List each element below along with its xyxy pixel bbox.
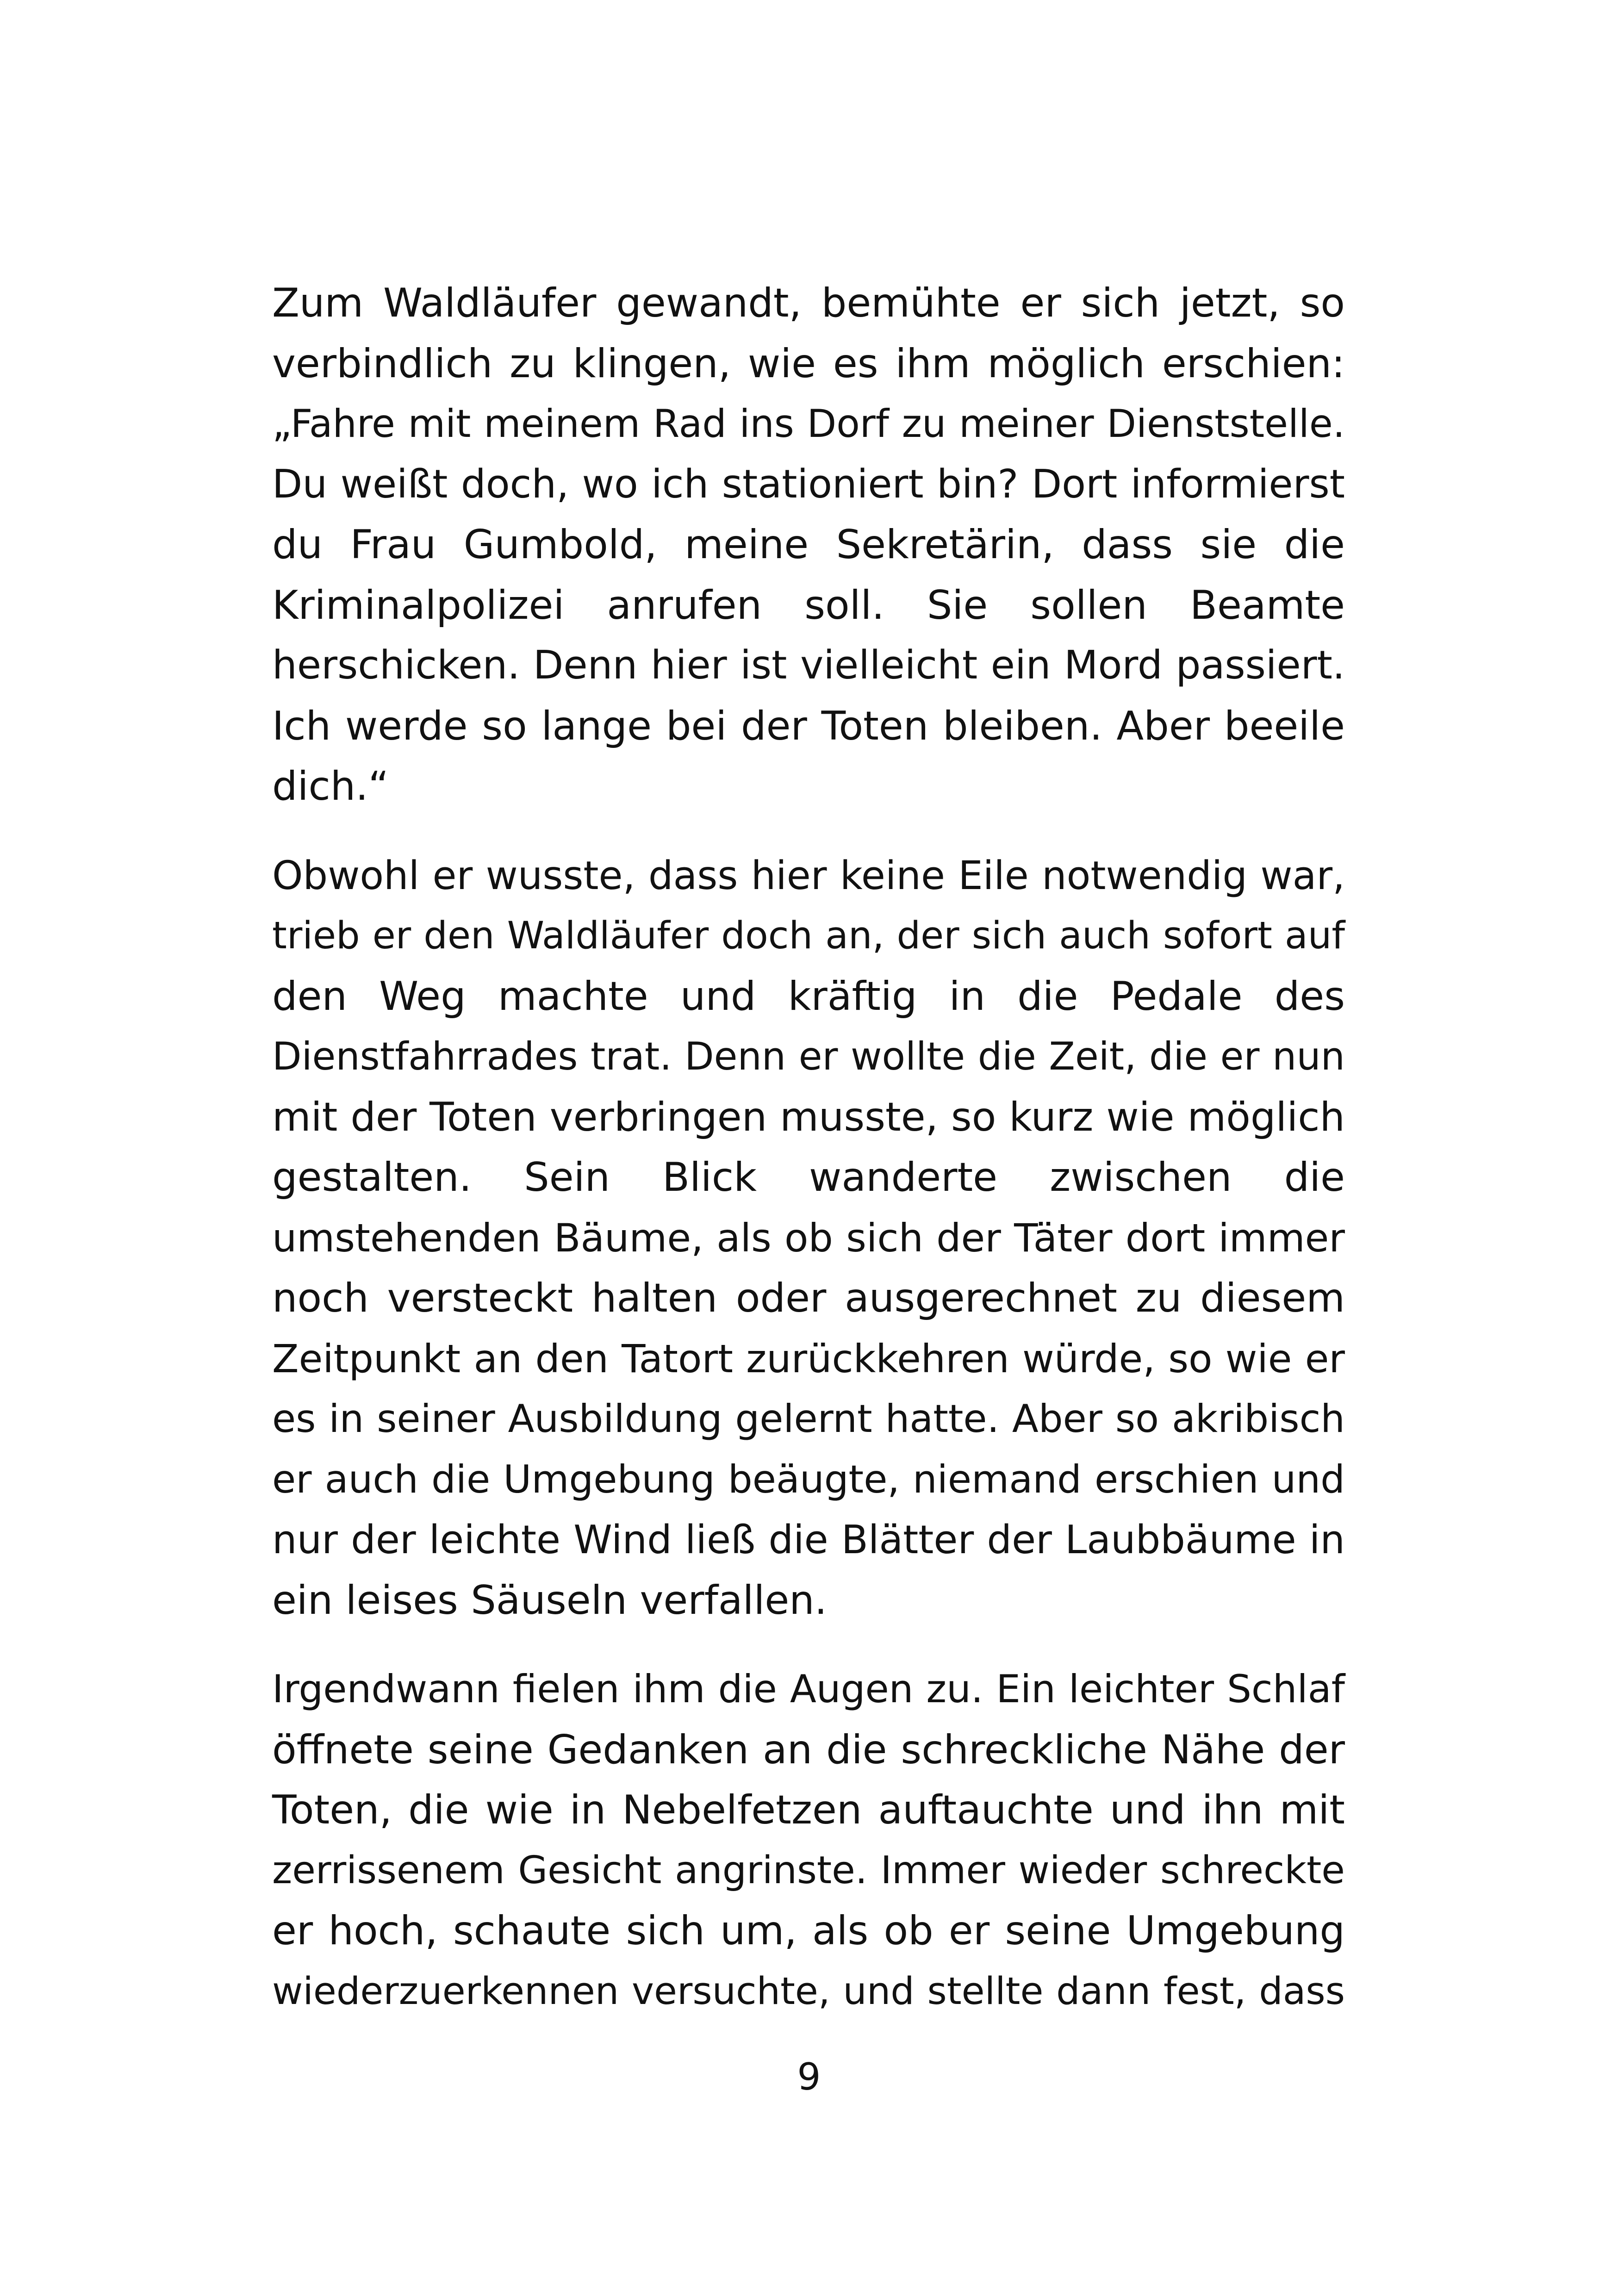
text-line: mit der Toten verbringen musste, so kurz wie möglich [272, 1094, 1345, 1140]
text-line: öffnete seine Gedanken an die schreckliche Nähe der [272, 1726, 1345, 1773]
text-line: umstehenden Bäume, als ob sich der Täter dort immer [272, 1215, 1345, 1261]
text-line: „Fahre mit meinem Rad ins Dorf zu meiner Dienststelle. [272, 402, 1345, 446]
text-line: verbindlich zu klingen, wie es ihm möglich erschien: [272, 340, 1345, 387]
text-line: Zeitpunkt an den Tatort zurückkehren würde, so wie er [272, 1336, 1345, 1381]
body-text [272, 273, 1345, 2050]
paragraph-1 [272, 273, 1345, 817]
text-line: Toten, die wie in Nebelfetzen auftauchte und ihn mit [272, 1787, 1345, 1833]
text-line: nur der leichte Wind ließ die Blätter der Laubbäume in [272, 1517, 1345, 1562]
text-line: wiederzuerkennen versuchte, und stellte dann fest, dass [272, 1969, 1345, 2013]
text-line: er hoch, schaute sich um, als ob er seine Umgebung [272, 1908, 1345, 1954]
text-line: Du weißt doch, wo ich stationiert bin? Dort informierst [272, 461, 1345, 507]
text-line: herschicken. Denn hier ist vielleicht ein Mord passiert. [272, 642, 1345, 688]
text-line: Zum Waldläufer gewandt, bemühte er sich jetzt, so [272, 280, 1345, 326]
page-number: 9 [797, 2055, 821, 2098]
text-line: Ich werde so lange bei der Toten bleiben. Aber beeile [272, 703, 1345, 749]
text-line: Irgendwann fielen ihm die Augen zu. Ein leichter Schlaf [272, 1667, 1345, 1711]
text-line: gestalten. Sein Blick wanderte zwischen die [272, 1154, 1345, 1201]
text-line: zerrissenem Gesicht angrinste. Immer wieder schreckte [272, 1848, 1345, 1892]
text-line: Obwohl er wusste, dass hier keine Eile notwendig war, [272, 852, 1345, 898]
text-line: dich.“ [272, 763, 389, 809]
text-line: ein leises Säuseln verfallen. [272, 1577, 828, 1624]
text-line: trieb er den Waldläufer doch an, der sich auch sofort auf [272, 914, 1345, 958]
paragraph-3 [272, 1659, 1345, 2022]
text-line: es in seiner Ausbildung gelernt hatte. Aber so akribisch [272, 1396, 1345, 1441]
paragraph-2 [272, 846, 1345, 1631]
text-line: er auch die Umgebung beäugte, niemand erschien und [272, 1456, 1345, 1502]
text-line: den Weg machte und kräftig in die Pedale des [272, 973, 1345, 1020]
text-line: du Frau Gumbold, meine Sekretärin, dass sie die [272, 522, 1345, 568]
text-line: Kriminalpolizei anrufen soll. Sie sollen Beamte [272, 582, 1345, 628]
text-line: Dienstfahrrades trat. Denn er wollte die Zeit, die er nun [272, 1034, 1345, 1079]
text-line: noch versteckt halten oder ausgerechnet zu diesem [272, 1275, 1345, 1321]
